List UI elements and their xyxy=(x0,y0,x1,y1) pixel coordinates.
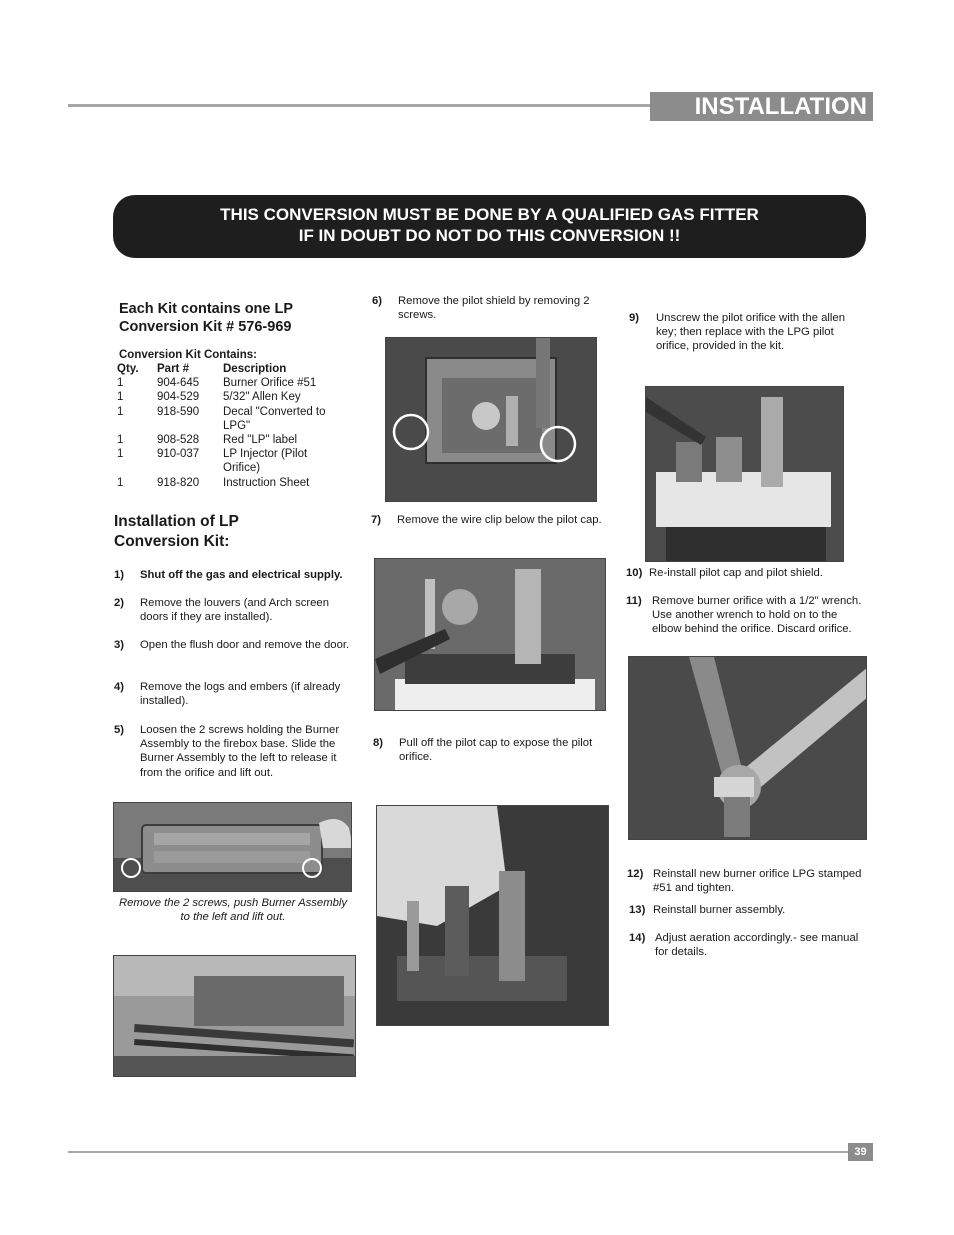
step-number: 6) xyxy=(372,295,383,307)
kit-contents-label: Conversion Kit Contains: xyxy=(119,349,258,361)
cell-part: 908-528 xyxy=(157,434,200,447)
step-number: 4) xyxy=(114,681,125,693)
pilot-cap-photo xyxy=(376,805,609,1026)
installation-heading-line-2: Conversion Kit: xyxy=(114,533,230,550)
step-text: Reinstall burner assembly. xyxy=(653,904,786,916)
cell-qty: 1 xyxy=(117,448,124,461)
table-row xyxy=(117,405,333,433)
installation-heading-line-1: Installation of LP xyxy=(114,513,239,530)
table-row xyxy=(117,376,333,390)
step-number: 9) xyxy=(629,312,640,324)
cell-desc: 5/32" Allen Key xyxy=(223,391,301,404)
col-description: Description xyxy=(223,363,287,375)
page-number: 39 xyxy=(848,1143,873,1161)
step-number: 7) xyxy=(371,514,382,526)
kit-heading-line-2: Conversion Kit # 576-969 xyxy=(119,319,292,335)
table-row xyxy=(117,447,333,475)
step-number: 13) xyxy=(629,904,646,916)
pilot-shield-photo xyxy=(385,337,597,502)
step-text: Re-install pilot cap and pilot shield. xyxy=(649,567,823,579)
burner-assembly-photo xyxy=(113,802,352,892)
section-title: INSTALLATION xyxy=(650,92,873,121)
burner-orifice-wrench-photo xyxy=(628,656,867,840)
step-number: 12) xyxy=(627,868,644,880)
step-text: Remove the pilot shield by removing 2 screws. xyxy=(398,295,590,322)
wrench-illustration xyxy=(629,657,867,840)
parts-table xyxy=(117,362,333,490)
step-number: 11) xyxy=(626,595,642,607)
header-rule xyxy=(68,104,650,107)
burner-assembly-illustration xyxy=(114,803,352,892)
col-qty: Qty. xyxy=(117,363,139,375)
footer-rule xyxy=(68,1151,848,1153)
step-number: 14) xyxy=(629,932,646,944)
step-text: Remove the wire clip below the pilot cap. xyxy=(397,514,602,526)
cell-part: 918-590 xyxy=(157,405,200,418)
step-number: 10) xyxy=(626,567,643,579)
table-row xyxy=(117,433,333,447)
burner-photo-caption: Remove the 2 screws, push Burner Assembly to the left and lift out. xyxy=(118,897,348,923)
pilot-orifice-photo xyxy=(645,386,844,562)
warning-line-2: IF IN DOUBT DO NOT DO THIS CONVERSION !! xyxy=(298,226,681,245)
step-text: Pull off the pilot cap to expose the pilot orifice. xyxy=(399,737,593,764)
warning-banner xyxy=(113,195,866,258)
step-number: 1) xyxy=(114,569,125,581)
step-text: Shut off the gas and electrical supply. xyxy=(140,569,343,581)
table-row xyxy=(117,476,333,490)
installation-heading xyxy=(114,512,239,552)
cell-desc: Red "LP" label xyxy=(223,434,298,447)
step-text: Open the flush door and remove the door. xyxy=(140,639,350,651)
pilot-orifice-illustration xyxy=(646,387,844,562)
step-text: Adjust aeration accordingly.- see manual for details. xyxy=(655,932,859,959)
step-number: 8) xyxy=(373,737,384,749)
kit-heading xyxy=(119,300,293,336)
wire-clip-illustration xyxy=(375,559,606,711)
table-row xyxy=(117,390,333,404)
cell-qty: 1 xyxy=(117,405,124,418)
cell-qty: 1 xyxy=(117,476,124,489)
step-text: Reinstall new burner orifice LPG stamped #51 and tighten. xyxy=(653,868,862,895)
cell-desc: LP Injector (Pilot Orifice) xyxy=(223,448,308,475)
col-part: Part # xyxy=(157,363,189,375)
step-text: Remove burner orifice with a 1/2" wrench. Use another wrench to hold on to the elbow behind the orifice. Discard orifice. xyxy=(652,595,862,636)
cell-part: 918-820 xyxy=(157,476,200,489)
cell-qty: 1 xyxy=(117,434,124,447)
step-text: Loosen the 2 screws holding the Burner Assembly to the firebox base. Slide the Burner Assembly to the left to release it from the orifice and lift out. xyxy=(140,724,340,779)
kit-heading-line-1: Each Kit contains one LP xyxy=(119,301,294,317)
cell-part: 904-645 xyxy=(157,377,200,390)
warning-line-1: THIS CONVERSION MUST BE DONE BY A QUALIFIED GAS FITTER xyxy=(220,205,759,224)
step-number: 3) xyxy=(114,639,125,651)
step-number: 2) xyxy=(114,597,125,609)
parts-table-header xyxy=(117,362,333,376)
cell-desc: Burner Orifice #51 xyxy=(223,377,317,390)
cell-desc: Decal "Converted to LPG" xyxy=(223,405,326,432)
pilot-shield-illustration xyxy=(386,338,597,502)
cell-desc: Instruction Sheet xyxy=(223,476,310,489)
cell-qty: 1 xyxy=(117,377,124,390)
cell-part: 904-529 xyxy=(157,391,200,404)
cell-part: 910-037 xyxy=(157,448,200,461)
burner-removed-illustration xyxy=(114,956,356,1077)
step-number: 5) xyxy=(114,724,125,736)
step-text: Remove the logs and embers (if already installed). xyxy=(140,681,341,708)
cell-qty: 1 xyxy=(117,391,124,404)
step-text: Remove the louvers (and Arch screen doors if they are installed). xyxy=(140,597,330,624)
wire-clip-photo xyxy=(374,558,606,711)
burner-removed-photo xyxy=(113,955,356,1077)
pilot-cap-illustration xyxy=(377,806,609,1026)
step-text: Unscrew the pilot orifice with the allen key; then replace with the LPG pilot orifice, provided in the kit. xyxy=(656,312,845,353)
